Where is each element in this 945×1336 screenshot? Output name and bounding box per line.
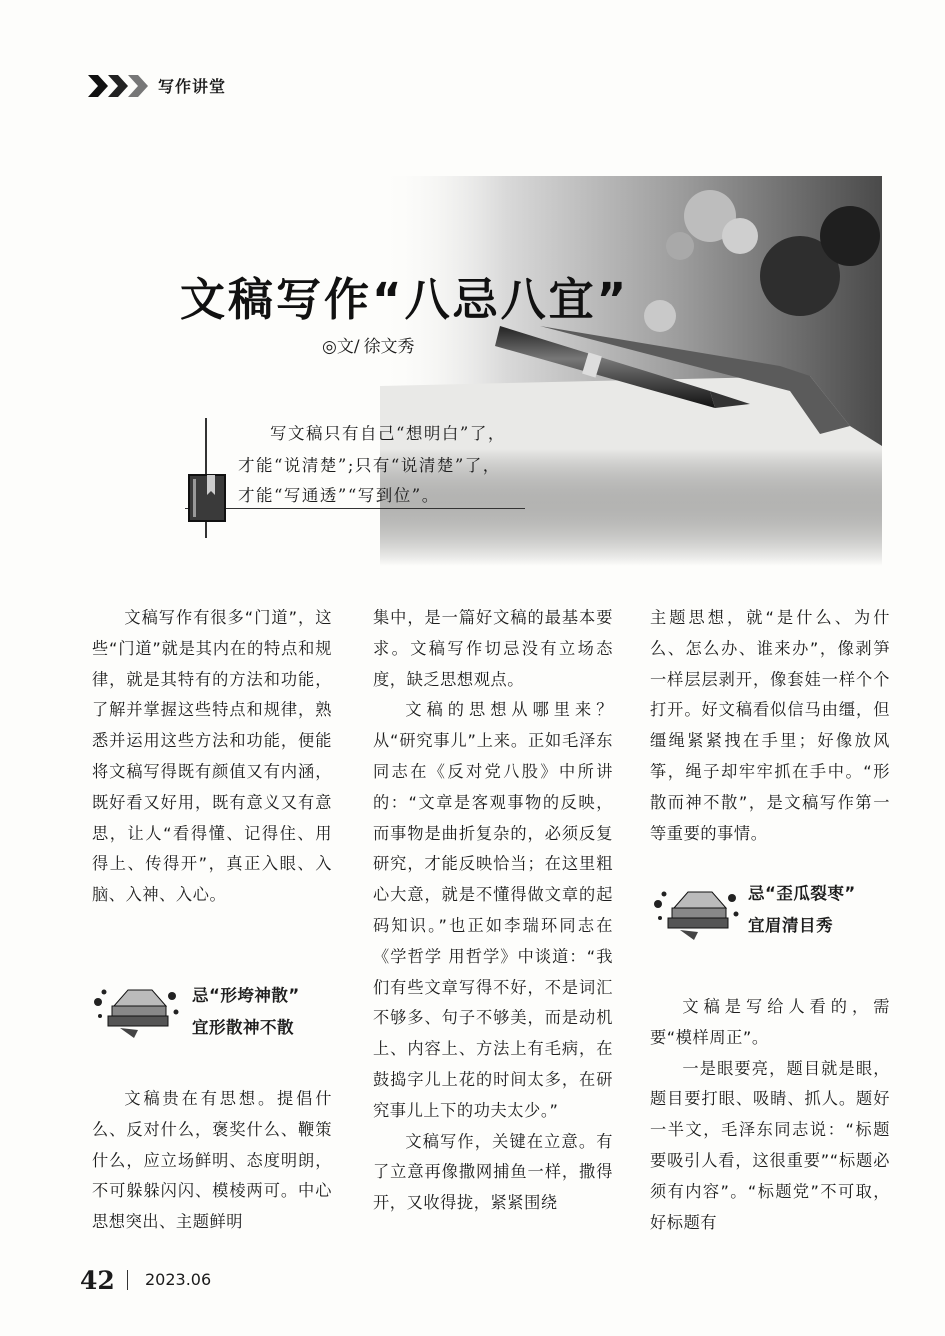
subheading-1: [192, 980, 300, 1044]
triple-chevron-icon: [88, 72, 150, 100]
quote-line: 才能“写通透”“写到位”。: [238, 486, 440, 505]
paragraph: 一是眼要亮，题目就是眼，题目要打眼、吸睛、抓人。题好一半文，毛泽东同志说：“标题要吸引人看，这很重要”“标题必须有内容”。“标题党”不可取，好标题有: [650, 1058, 890, 1232]
paragraph: 文稿贵在有思想。提倡什么、反对什么，褒奖什么、鞭策什么，应立场鲜明、态度明朗，不可躲躲闪闪、模棱两可。中心思想突出、主题鲜明: [92, 1089, 332, 1232]
book-icon: [187, 473, 227, 525]
subheading-line: 宜眉清目秀: [748, 916, 833, 935]
author-name: 徐文秀: [363, 337, 415, 357]
paragraph: 文稿是写给人看的，需要“模样周正”。: [650, 997, 890, 1047]
column-2: [373, 603, 613, 1219]
books-icon: [90, 982, 182, 1040]
paragraph: 文稿写作，关键在立意。有了立意再像撒网捕鱼一样，撒得开，又收得拢，紧紧围绕: [373, 1131, 613, 1213]
subheading-line: 忌“歪瓜裂枣”: [748, 884, 856, 903]
subheading-line: 忌“形垮神散”: [192, 986, 300, 1005]
paragraph: 集中，是一篇好文稿的最基本要求。文稿写作切忌没有立场态度，缺乏思想观点。: [373, 608, 613, 689]
column-3-section: [650, 992, 890, 1238]
issue-date: 2023.06: [145, 1270, 212, 1289]
subheading-line: 宜形散神不散: [192, 1018, 294, 1037]
column-1-section: [92, 1084, 332, 1238]
quote-line: 才能“说清楚”;只有“说清楚”了，: [238, 456, 501, 475]
quote-horizontal-rule: [185, 508, 525, 509]
byline-prefix: ◎文/: [322, 337, 360, 357]
page-number: 42: [80, 1266, 115, 1295]
books-icon: [650, 884, 742, 942]
column-3-top: [650, 603, 890, 849]
quote-line: 写文稿只有自己“想明白”了，: [270, 424, 506, 443]
section-label: 写作讲堂: [158, 77, 227, 96]
subheading-2: [748, 878, 856, 942]
column-1-intro: [92, 603, 332, 911]
article-title: 文稿写作“八忌八宜”: [180, 273, 630, 326]
paragraph: 文稿的思想从哪里来？从“研究事儿”上来。正如毛泽东同志在《反对党八股》中所讲的：“文章是客观事物的反映，而事物是曲折复杂的，必须反复研究，才能反映恰当；在这里粗心大意，就是不懂得做文章的起码知识。”也正如李瑞环同志在《学哲学 用哲学》中谈道：“我们有些文章写得不好，不是词汇不够多、句子不够美，而是动机上、内容上、方法上有毛病，在鼓捣字儿上花的时间太多，在研究事儿上下的功夫太少。”: [373, 700, 613, 1120]
byline: [322, 332, 415, 357]
paragraph: 主题思想，就“是什么、为什么、怎么办、谁来办”，像剥笋一样层层剥开，像套娃一样个个打开。好文稿看似信马由缰，但缰绳紧紧拽在手里；好像放风筝，绳子却牢牢抓在手中。“形散而神不散”，是文稿写作第一等重要的事情。: [650, 608, 890, 843]
footer-separator: [127, 1270, 128, 1290]
paragraph: 文稿写作有很多“门道”，这些“门道”就是其内在的特点和规律，就是其特有的方法和功能，了解并掌握这些特点和规律，熟悉并运用这些方法和功能，便能将文稿写得既有颜值又有内涵，既好看又好用，既有意义又有意思，让人“看得懂、记得住、用得上、传得开”，真正入眼、入脑、入神、入心。: [92, 608, 332, 905]
